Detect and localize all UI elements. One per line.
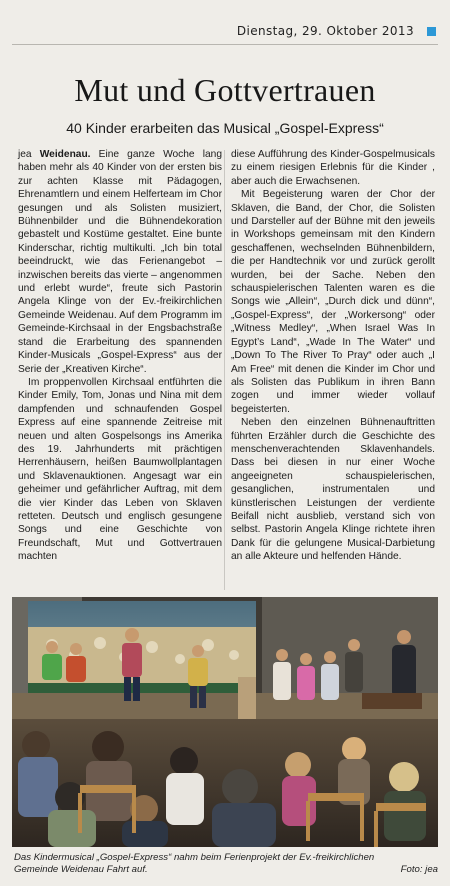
dateline: Dienstag, 29. Oktober 2013 — [236, 24, 414, 38]
subheadline: 40 Kinder erarbeiten das Musical „Gospel-Express“ — [66, 120, 384, 136]
author-tag: jea — [18, 149, 32, 160]
article-paragraph: Mit Begeisterung waren der Chor der Sklaven, die Band, der Chor, die Solisten und Darsteller auf der Bühne mit den jeweils in Workshops gemeinsam mit den Kindern geschaffenen, wechselnden Bühnenbildern, die per Handtechnik vor und zurück gerollt wurden, bei der Sache. Neben den schauspielerischen Talenten waren es die Songs wie „Allein“, „Durch dick und dünn“, „Gospel-Express“, der „Workersong“ oder „Witness Medley“, „When Israel Was In Egypt’s Land“, „Wade In The Water“ und „Down To The River To Pray“ oder auch „I Am Free“ mit denen die Kinder im Chor und als Solisten das Publikum in ihren Bann zogen und immer wieder vollauf begeisterten. — [231, 189, 435, 415]
photo-caption: Das Kindermusical „Gospel-Express“ nahm beim Ferienprojekt der Ev.-freikirchlichen Gemeinde Weidenau Fahrt auf. — [14, 852, 375, 875]
article-column-right — [231, 148, 435, 564]
column-divider — [224, 150, 225, 590]
dateline-place: Weidenau. — [39, 149, 91, 160]
article-photo — [12, 597, 438, 847]
article-paragraph: diese Aufführung des Kinder-Gospelmusicals zu einem riesigen Erlebnis für die Kinder , aber auch die Erwachsenen. — [231, 149, 435, 187]
section-marker — [427, 27, 436, 36]
article-paragraph — [18, 148, 222, 376]
article-paragraph: Neben den einzelnen Bühnenauftritten führten Erzähler durch die Geschichte des menschenverachtenden Sklavenhandels. Dass bei diesen in nur einer Woche angeeigneten schauspielerischen, gesanglichen, instrumentalen und künstlerischen Leistungen der verdiente Beifall nicht ausblieb, verstand sich von selbst. Pastorin Angela Klinge richtete ihren Dank für die gelungene Musical-Darbietung an alle Akteure und helfenden Hände. — [231, 417, 435, 563]
stage-scene-image — [12, 597, 438, 847]
headline: Mut und Gottvertrauen — [74, 72, 376, 108]
top-rule — [12, 44, 438, 45]
article-column-left — [18, 148, 222, 564]
paragraph-text: Eine ganze Woche lang haben mehr als 40 Kinder von der ersten bis zur achten Klasse mit Pädagogen, Ehrenamtlern und einem Helferteam im Chor gesungen und als Solisten musiziert, Bühnenbilder und die Bühnendekoration gebastelt und Kostüme gestaltet. Eine bunte Kinderschar, richtig multikulti. „Ich bin total beeindruckt, wie das Ferienangebot – inzwischen bereits das vierte – angenommen und erlebt wurde“, freute sich Pastorin Angela Klinge von der Ev.-freikirchlichen Gemeinde Weidenau. Auf dem Programm im Gemeinde-Kirchsaal in der Engsbachstraße stand die Erarbeitung des spannenden Kinder-Musicals „Gospel-Express“ aus der Serie der „Kreativen Kirche“. — [18, 149, 222, 375]
photo-credit: Foto: jea — [400, 864, 438, 875]
article-paragraph: Im proppenvollen Kirchsaal entführten die Kinder Emily, Tom, Jonas und Nina mit dem dampfenden und schnaufenden Gospel Express auf eine spannende Zeitreise mit neuen und alten Gospelsongs ins Amerika des 19. Jahrhunderts mit prächtigen Herrenhäusern, heißen Baumwollplantagen und Sklavenauktionen. Angesagt war ein geheimer und gefährlicher Auftrag, mit dem die vier Kinder das Leben von Sklaven retteten. Deutsch und englisch gesungene Songs und eine Geschichte von Freundschaft, Mut und Gottvertrauen machten — [18, 376, 222, 563]
